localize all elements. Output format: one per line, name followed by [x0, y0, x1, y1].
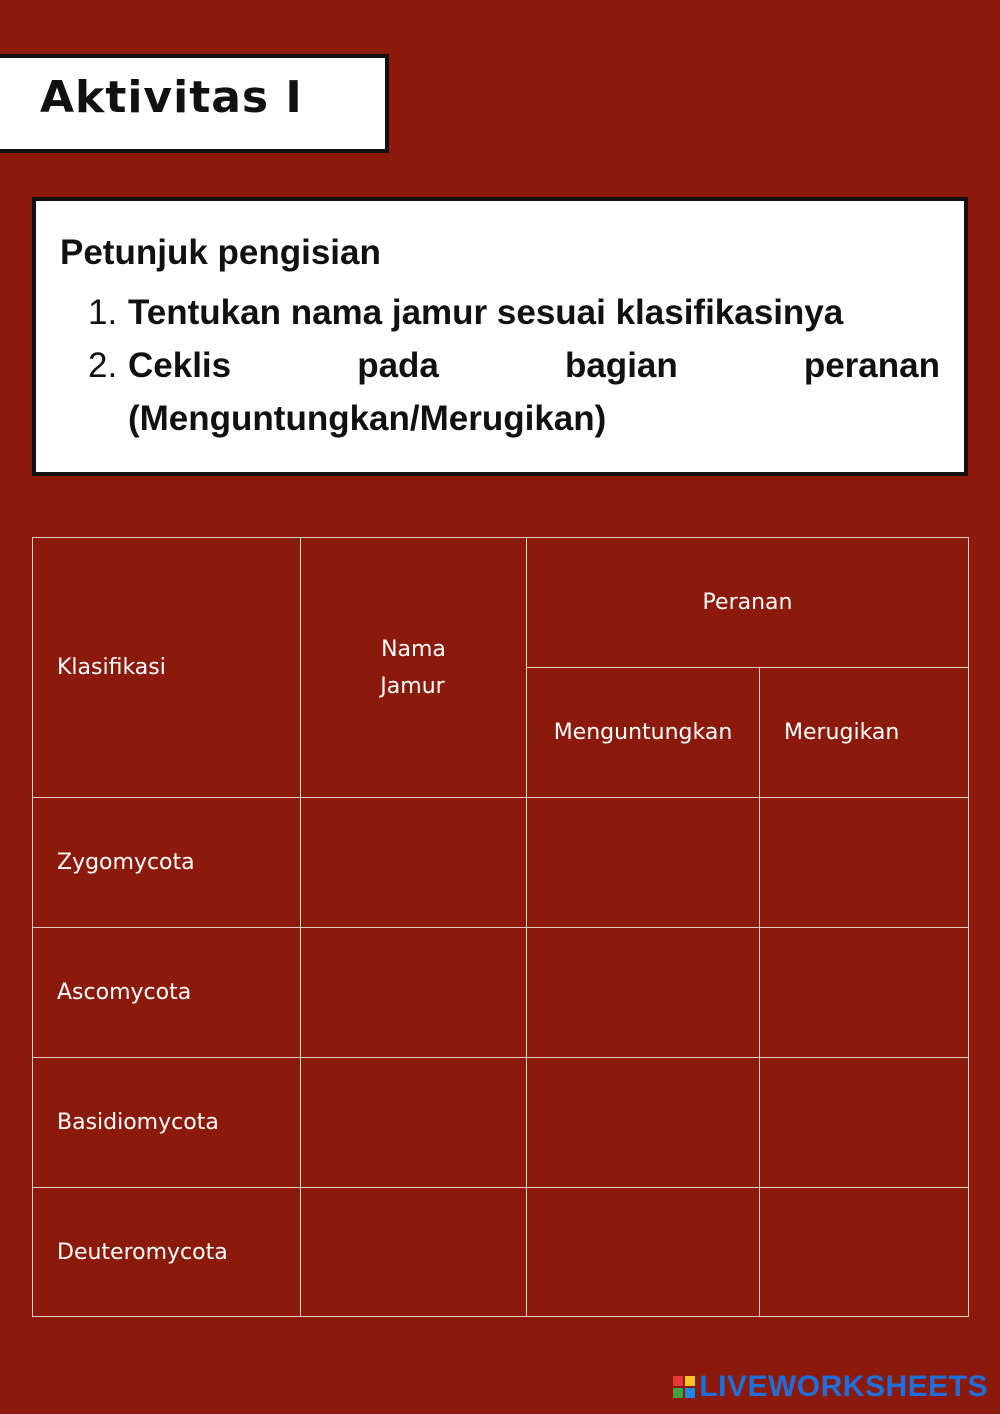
instruction-number: 2. [88, 346, 118, 385]
merugikan-check-cell[interactable] [760, 798, 969, 928]
row-klasifikasi: Basidiomycota [33, 1058, 301, 1188]
nama-jamur-answer-cell[interactable] [301, 1058, 527, 1188]
header-nama-jamur [301, 538, 527, 798]
instruction-item [88, 339, 940, 445]
watermark-text: LIVEWORKSHEETS [699, 1370, 988, 1403]
header-nama-jamur-line1: Nama [381, 636, 446, 662]
table-row [33, 798, 969, 928]
merugikan-check-cell[interactable] [760, 1058, 969, 1188]
header-nama-jamur-line2: Jamur [380, 673, 445, 699]
activity-title-box [0, 54, 389, 153]
menguntungkan-check-cell[interactable] [527, 1188, 760, 1317]
fungi-classification-table [32, 537, 969, 1317]
instructions-list [88, 286, 940, 445]
header-klasifikasi: Klasifikasi [33, 538, 301, 798]
merugikan-check-cell[interactable] [760, 1188, 969, 1317]
menguntungkan-check-cell[interactable] [527, 928, 760, 1058]
merugikan-check-cell[interactable] [760, 928, 969, 1058]
nama-jamur-answer-cell[interactable] [301, 1188, 527, 1317]
liveworksheets-logo-icon [673, 1376, 695, 1398]
row-klasifikasi: Ascomycota [33, 928, 301, 1058]
header-peranan: Peranan [527, 538, 969, 668]
table-row [33, 1188, 969, 1317]
instructions-heading: Petunjuk pengisian [60, 233, 381, 272]
table-row [33, 928, 969, 1058]
row-klasifikasi: Deuteromycota [33, 1188, 301, 1317]
menguntungkan-check-cell[interactable] [527, 798, 760, 928]
header-menguntungkan: Menguntungkan [527, 668, 760, 798]
header-merugikan: Merugikan [760, 668, 969, 798]
instruction-number: 1. [88, 293, 118, 332]
instruction-text: Ceklis pada bagian peranan (Menguntungkan/Merugikan) [128, 346, 940, 438]
instruction-item [88, 286, 940, 339]
instruction-text: Tentukan nama jamur sesuai klasifikasinya [128, 293, 844, 332]
activity-title: Aktivitas I [40, 72, 303, 123]
nama-jamur-answer-cell[interactable] [301, 798, 527, 928]
table-row [33, 1058, 969, 1188]
nama-jamur-answer-cell[interactable] [301, 928, 527, 1058]
instructions-box [32, 197, 968, 476]
row-klasifikasi: Zygomycota [33, 798, 301, 928]
liveworksheets-watermark [673, 1370, 988, 1404]
menguntungkan-check-cell[interactable] [527, 1058, 760, 1188]
